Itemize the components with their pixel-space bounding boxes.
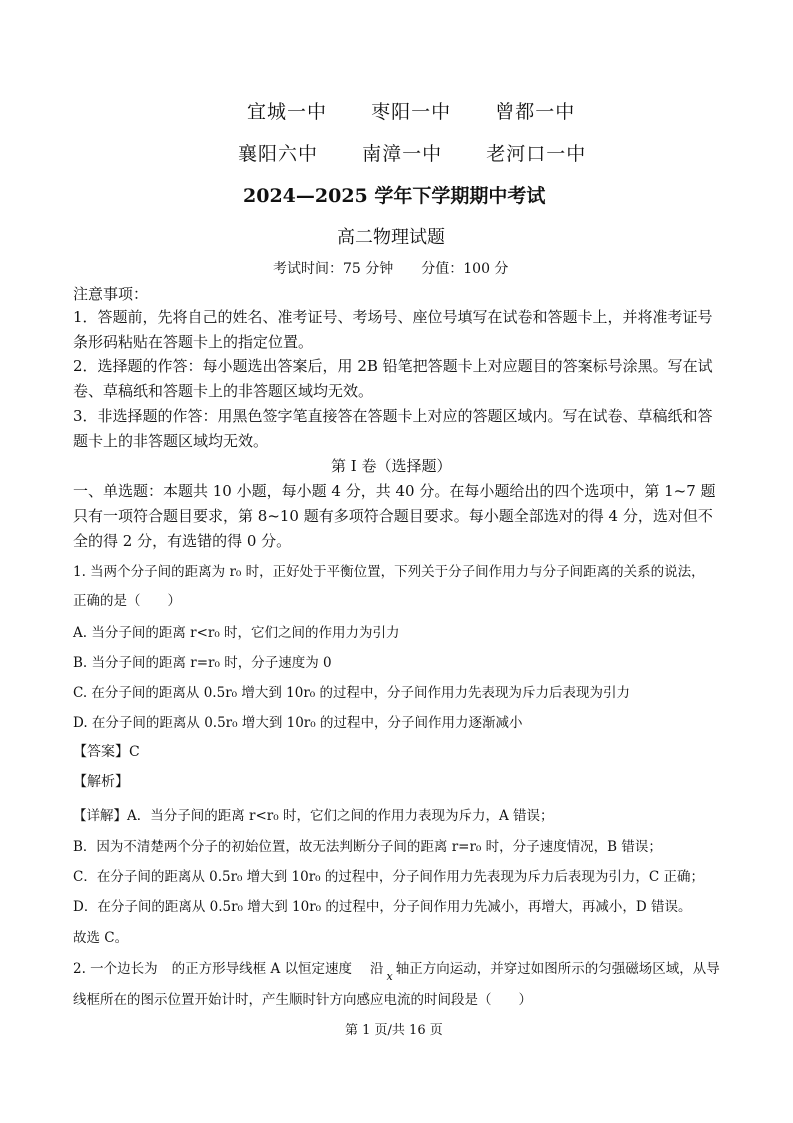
school-row-2 — [238, 139, 586, 166]
q2-stem-part: 的正方形导线框 A 以恒定速度 — [171, 961, 353, 977]
q2-stem-line2: 线框所在的图示位置开始计时，产生顺时针方向感应电流的时间段是（ ） — [73, 992, 532, 1008]
q1-option-c: C. 在分子间的距离从 0.5r₀ 增大到 10r₀ 的过程中，分子间作用力先表现为斥力后表现为引力 — [73, 685, 630, 701]
q1-detail-d: D．在分子间的距离从 0.5r₀ 增大到 10r₀ 的过程中，分子间作用力先减小，再增大，再减小，D 错误。 — [73, 899, 692, 915]
notice-item-3: 3．非选择题的作答：用黑色签字笔直接答在答题卡上对应的答题区域内。写在试卷、草稿纸和答题卡上的非答题区域均无效。 — [73, 407, 713, 450]
q1-option-a: A. 当分子间的距离 r<r₀ 时，它们之间的作用力为引力 — [73, 625, 400, 641]
school-name: 宜城一中 — [247, 101, 328, 123]
q1-stem-line1: 1. 当两个分子间的距离为 r₀ 时，正好处于平衡位置，下列关于分子间作用力与分子间距离的关系的说法， — [73, 564, 705, 580]
school-name: 南漳一中 — [362, 143, 443, 165]
school-name: 襄阳六中 — [238, 143, 319, 165]
subject-title: 高二物理试题 — [337, 227, 445, 248]
exam-meta: 考试时间：75 分钟 分值：100 分 — [273, 261, 509, 277]
q2-stem-part: 2. 一个边长为 — [73, 961, 158, 977]
q2-stem-part: 沿 — [370, 961, 384, 977]
q1-detail-a: 【详解】A．当分子间的距离 r<r₀ 时，它们之间的作用力表现为斥力，A 错误； — [73, 808, 554, 824]
notice-item-1: 1．答题前，先将自己的姓名、准考证号、考场号、座位号填写在试卷和答题卡上，并将准考证号条形码粘贴在答题卡上的指定位置。 — [73, 308, 713, 351]
notice-item-2: 2．选择题的作答：每小题选出答案后，用 2B 铅笔把答题卡上对应题目的答案标号涂黑。写在试卷、草稿纸和答题卡上的非答题区域均无效。 — [73, 357, 713, 400]
q1-conclusion: 故选 C。 — [73, 930, 129, 946]
exam-title: 2024—2025 学年下学期期中考试 — [243, 185, 546, 207]
q2-stem-line1 — [73, 957, 720, 983]
notice-heading: 注意事项： — [73, 285, 149, 303]
q1-detail-b: B．因为不清楚两个分子的初始位置，故无法判断分子间的距离 r=r₀ 时，分子速度情况，B 错误； — [73, 839, 662, 855]
section-intro: 一、单选题：本题共 10 小题，每小题 4 分，共 40 分。在每小题给出的四个选项中，第 1~7 题只有一项符合题目要求，第 8~10 题有多项符合题目要求。每小题全部选对的得 4 分，选对但不全的得 2 分，有选错的得 0 分。 — [73, 482, 716, 550]
q1-analysis-label: 【解析】 — [73, 774, 129, 790]
section-title: 第 I 卷（选择题） — [331, 457, 452, 475]
q1-option-b: B. 当分子间的距离 r=r₀ 时，分子速度为 0 — [73, 655, 332, 671]
school-name: 曾都一中 — [495, 101, 576, 123]
q2-stem-part: 轴正方向运动，并穿过如图所示的匀强磁场区域，从导 — [395, 961, 720, 977]
school-name: 枣阳一中 — [371, 101, 452, 123]
q1-detail-c: C．在分子间的距离从 0.5r₀ 增大到 10r₀ 的过程中，分子间作用力先表现为斥力后表现为引力，C 正确； — [73, 869, 704, 885]
school-row-1 — [247, 97, 575, 124]
school-name: 老河口一中 — [486, 143, 587, 165]
q1-answer: 【答案】C — [73, 744, 140, 760]
q1-stem-line2: 正确的是（ ） — [73, 593, 181, 609]
q1-option-d: D. 在分子间的距离从 0.5r₀ 增大到 10r₀ 的过程中，分子间作用力逐渐减小 — [73, 715, 523, 731]
page-number: 第 1 页/共 16 页 — [345, 1023, 443, 1038]
axis-x-symbol: x — [386, 970, 393, 983]
